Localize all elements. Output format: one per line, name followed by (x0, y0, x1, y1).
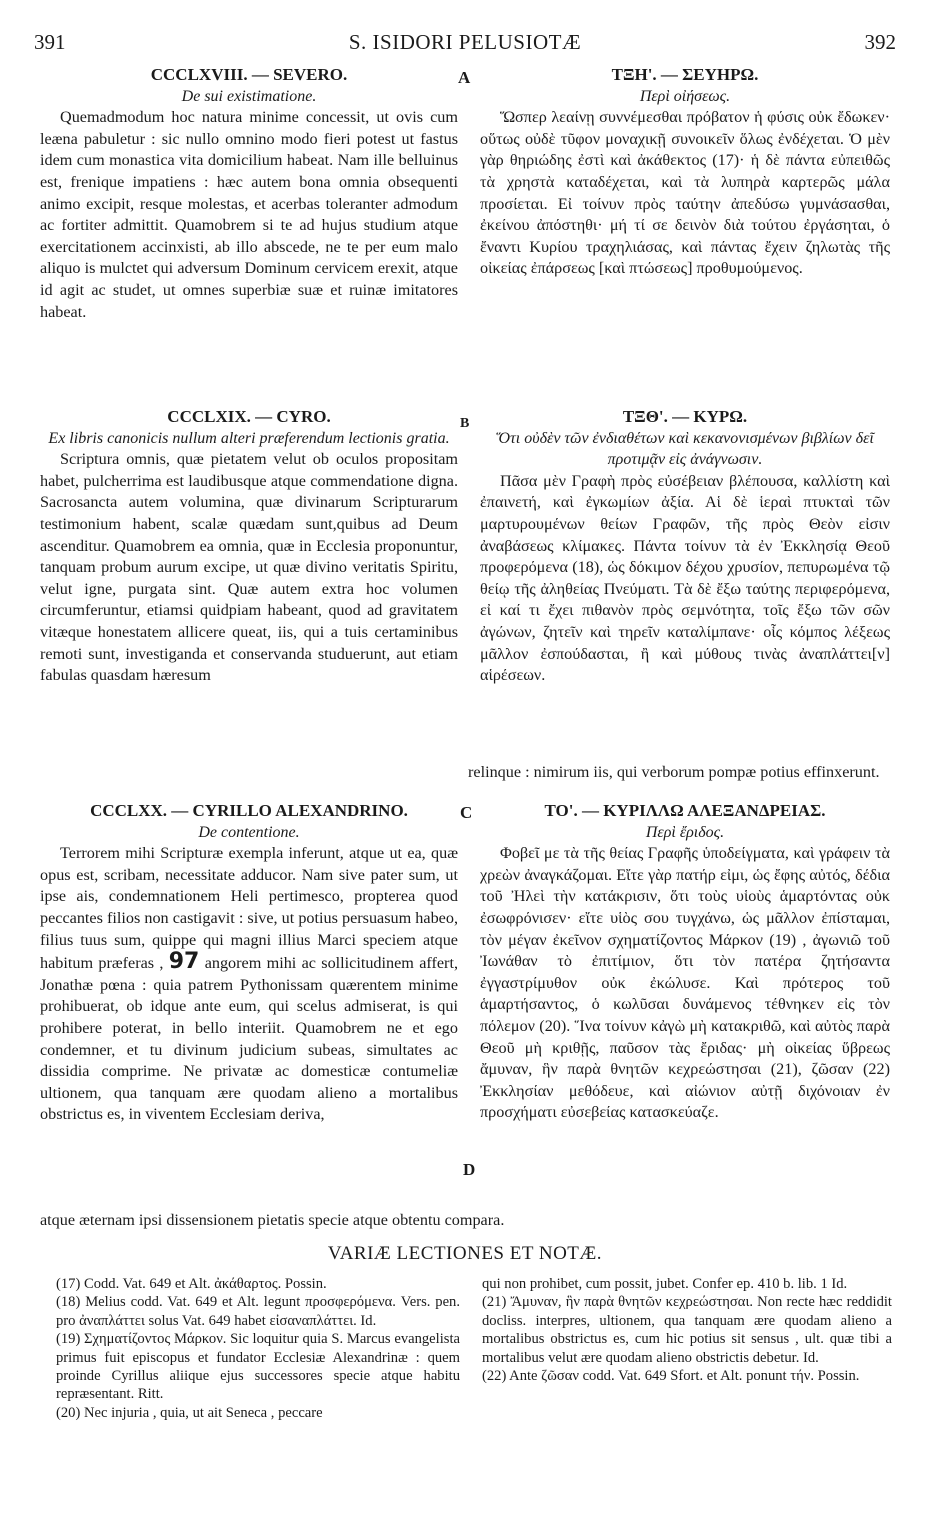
letter-369-latin (40, 406, 458, 687)
note-21: (21) Ἄμυναν, ἣν παρὰ θνητῶν κεχρεώστησαι. Non recte hæc reddidit docliss. interpres, ultionem, qua tanquam ære quodam alieno a mortalibus obstrictus es, cum hic potius sit sensus , ult. quæ tibi a mortalibus velut ære quodam alieno obstrictis debetur. Id. (482, 1294, 892, 1366)
letter-369-greek (480, 406, 890, 687)
column-marker-b: B (460, 416, 470, 431)
letter-369-latin-subtitle: Ex libris canonicis nullum alteri præferendum lectionis gratia. (48, 429, 450, 447)
letter-369-greek-subtitle: Ὅτι οὐδὲν τῶν ἐνδιαθέτων καὶ κεκανονισμένων βιβλίων δεῖ προτιμᾷν εἰς ἀνάγνωσιν. (496, 429, 874, 469)
page-number-left: 391 (34, 30, 66, 54)
letter-368-latin-text: Quemadmodum hoc natura minime concessit, ut ovis cum leæna pabuletur : sic nullo omnino modo fieri potest ut fastus idem cum monastica vita domicilium habeat. Nam ille belluinus est, frenique impatiens : hæc autem bona omnia obsequenti animo excipit, resque molestas, et acerbas toleranter admodum ac fortiter admittit. Quamobrem si te ad hujus studium atque exercitationem accinxisti, ab illo abscede, ne te per eum malo aliquo is mulctet qui adversum Dominum cervicem erexit, atque id agit ac studet, ut omnes superbiæ suæ et ruinæ imitatores habeat. (40, 108, 458, 321)
notes-right-column (482, 1275, 892, 1385)
letter-369-greek-title: ΤΞΘ'. — ΚΥΡΩ. (622, 407, 748, 426)
letter-368-latin (40, 64, 458, 323)
letter-370-latin (40, 800, 458, 1126)
letter-368-greek-subtitle: Περὶ οἰήσεως. (639, 87, 731, 105)
letter-369-latin-continuation: relinque : nimirum iis, qui verborum pompæ potius effinxerunt. (468, 763, 880, 781)
running-title: S. ISIDORI PELUSIOTÆ (348, 30, 582, 54)
letter-368-greek-title: ΤΞΗ'. — ΣΕΥΗΡΩ. (611, 65, 759, 84)
column-marker-c: C (460, 803, 473, 822)
letter-370-latin-text-b: angorem mihi ac sollicitudinem affert, Jonathæ pœna : quia patrem Pythonissam quærentem minime prohibuerat, ob idque ante eum, qui scelus admiserat, is qui prohibere poterat, in bello interiit. Quamobrem ne et ego condemner, et tu divinum judicium subeas, simultates ac dissidia comprime. Ne privatæ ac domesticæ contumeliæ ultionem, qua tanquam ære quodam alieno a mortalibus obstrictus es, in viventem Ecclesiam deriva, (40, 954, 458, 1124)
letter-369-latin-text: Scriptura omnis, quæ pietatem velut ob oculos propositam habet, pulcherrima est laudibusque atque commendatione digna. Sacrosancta autem volumina, quæ divinarum Scripturarum testimonium habent, scalæ quædam sunt,quibus ad Deum ascenditur. Quamobrem ea omnia, quæ in Ecclesia proponuntur, tanquam probum aurum excipe, ut quæ divino veritatis Spiritu, velut igne, purgata sint. Quæ autem extra hoc volumen circumferuntur, etiamsi quidpiam habeant, quod ad gravitatem vitæque honestatem allicere queat, iis, qui a tuis certaminibus remoti sunt, investiganda et conservanda studuerunt, aut etiam fabulas quasdam hæresum (40, 450, 458, 685)
page-number-right: 392 (864, 30, 896, 54)
letter-368-greek (480, 64, 890, 280)
column-marker-d: D (463, 1160, 476, 1179)
note-20-continuation: qui non prohibet, cum possit, jubet. Confer ep. 410 b. lib. 1 Id. (482, 1276, 848, 1292)
letter-370-greek-subtitle: Περὶ ἔριδος. (645, 823, 725, 841)
notes-title: VARIÆ LECTIONES ET NOTÆ. (327, 1243, 603, 1264)
letter-368-greek-text: Ὥσπερ λεαίνῃ συννέμεσθαι πρόβατον ἡ φύσις οὐκ ἔδωκεν· οὕτως οὐδὲ τῦφον μοναχικῇ συνοικεῖν ὅλως ἐνδέχεται. Ὁ μὲν γὰρ θηριώδης ἐστὶ καὶ ἀκάθεκτος (17)· ἡ δὲ πάντα εὐπειθῶς τὰ χρηστὰ καταδέχεται, καὶ τὰ λυπηρὰ καρτερῶς μάλα προσίεται. Εἰ τοίνυν πρὸς ταύτην ἀπεδύσω γυμνάσασθαι, ἐκείνου ἀπόστηθι· μή τί σε δεινὸν διὰ τούτου ἐργάσηται, ὁ ἔναντι Κυρίου τραχηλιάσας, καὶ πάντας ἔχειν ζηλωτὰς τῆς οἰκείας ἐπάρσεως [καὶ πτώσεως] προθυμούμενος. (480, 108, 890, 278)
note-18: (18) Melius codd. Vat. 649 et Alt. legunt προσφερόμενα. Vers. pen. pro ἀναπλάττει solus Vat. 649 habet εἰσαναπλάττει. Id. (56, 1294, 460, 1329)
letter-370-latin-text-a: Terrorem mihi Scripturæ exempla inferunt, atque ut ea, quæ opus est, scribam, necessitate adducor. Nam sive pater sum, ut ipse ais, condemnationem Heli pertimesco, propterea quod peccantes filios non castigavit : sive, ut potius persuasum habeo, filius tuus sum, quippe qui magni illius Marci speciem atque habitum præferas , (40, 844, 458, 973)
letter-368-latin-subtitle: De sui existimatione. (181, 87, 317, 105)
letter-370-latin-subtitle: De contentione. (198, 823, 300, 841)
letter-368-latin-title: CCCLXVIII. — SEVERO. (150, 65, 348, 84)
notes-left-column (56, 1275, 460, 1422)
note-20: (20) Nec injuria , quia, ut ait Seneca , peccare (56, 1404, 323, 1421)
letter-370-greek-text: Φοβεῖ με τὰ τῆς θείας Γραφῆς ὑποδείγματα, καὶ γράφειν τὰ χρεὼν ἀναγκάζομαι. Εἴτε γὰρ πατήρ εἰμι, ὡς ἔφης αὐτός, δέδια τοῦ Ἠλεὶ τὴν κατάκρισιν, ὅτι τοὺς υἱοὺς ἁμαρτόντας οὐκ ἐσωφρόνισεν· εἴτε υἱὸς σου τυγχάνω, ὡς μᾶλλον ἐπίσταμαι, τὸν μέγαν ἐκεῖνον σχηματίζοντος Μάρκον (19) , ἀγωνιῶ τοῦ Ἰωνάθαν τὸ ἐπιτίμιον, ὅτι τὸν πατέρα ζητήσαντα ἐγγαστρίμυθον οὐκ ἐκώλυσε. Καὶ πρότερος τοῦ ἁμαρτήσαντος, ὁ κωλῦσαι δυνάμενος τέθνηκεν εἰς τὸν πόλεμον (20). Ἵνα τοίνυν κἀγὼ μὴ κατακριθῶ, καὶ αὐτὸς παρὰ Θεοῦ μὴ κριθῇς, παῦσον τὰς ἔριδας· μὴ οἰκείας ὕβρεως ἄμυναν, ἣν παρὰ θνητῶν κεχρεώστησαι (21), ζῶσαν (22) Ἐκκλησίαν μεθόδευε, καὶ αἰώνιον αὐτῇ διχόνοιαν ἐν προσχήματι εὐσεβείας κατασκεύαζε. (480, 844, 890, 1122)
letter-370-greek-title: ΤΟ'. — ΚΥΡΙΛΛΩ ΑΛΕΞΑΝΔΡΕΙΑΣ. (544, 801, 826, 820)
letter-370-latin-continuation: atque æternam ipsi dissensionem pietatis specie atque obtentu compara. (40, 1211, 505, 1229)
column-marker-a: A (458, 68, 471, 87)
letter-370-greek (480, 800, 890, 1124)
page-header (34, 30, 896, 56)
letter-369-latin-title: CCCLXIX. — CYRO. (167, 407, 331, 426)
note-22: (22) Ante ζῶσαν codd. Vat. 649 Sfort. et Alt. ponunt τήν. Possin. (482, 1368, 860, 1385)
letter-369-greek-text: Πᾶσα μὲν Γραφὴ πρὸς εὐσέβειαν βλέπουσα, καλλίστη καὶ ἐπαινετή, καὶ ἐγκωμίων ἀξία. Αἱ δὲ ἱεραὶ πτυκταὶ τῶν μαρτυρουμένων θείων Γραφῶν, τῆς πρὸς Θεὸν εἰσιν ἀναβάσεως κλίμακες. Πάντα τοίνυν τὰ ἐν Ἐκκλησίᾳ Θεοῦ προφερόμενα (18), ὡς δόκιμον δέχου χρυσίον, πεπυρωμένα τῷ θείῳ τῆς ἀληθείας Πνεύματι. Τὰ δὲ ἔξω ταύτης περιφερόμενα, εἰ καί τι ἔχει πιθανὸν πρὸς σεμνότητα, τοῖς ἔξω τῶν σῶν ἀγώνων, ζητεῖν καὶ τηρεῖν καταλίμπανε· οἷς κόμπος λέξεως μᾶλλον ἐσπούδασται, ἢ καὶ μύθους τινὰς ἀναπλάττει[ν] αἱρέσεων. (480, 471, 890, 685)
note-17: (17) Codd. Vat. 649 et Alt. ἀκάθαρτος. Possin. (56, 1276, 327, 1292)
letter-370-latin-text (40, 843, 458, 1126)
letter-370-latin-title: CCCLXX. — CYRILLO ALEXANDRINO. (90, 801, 408, 820)
column-number: 97 (168, 949, 200, 975)
note-19: (19) Σχηματίζοντος Μάρκον. Sic loquitur quia S. Marcus evangelista primus fuit episcopus et fundator Ecclesiæ Alexandrinæ : quem proinde Cyrillus aliique ejus successores specie atque habitu repræsentant. Ritt. (56, 1331, 460, 1403)
